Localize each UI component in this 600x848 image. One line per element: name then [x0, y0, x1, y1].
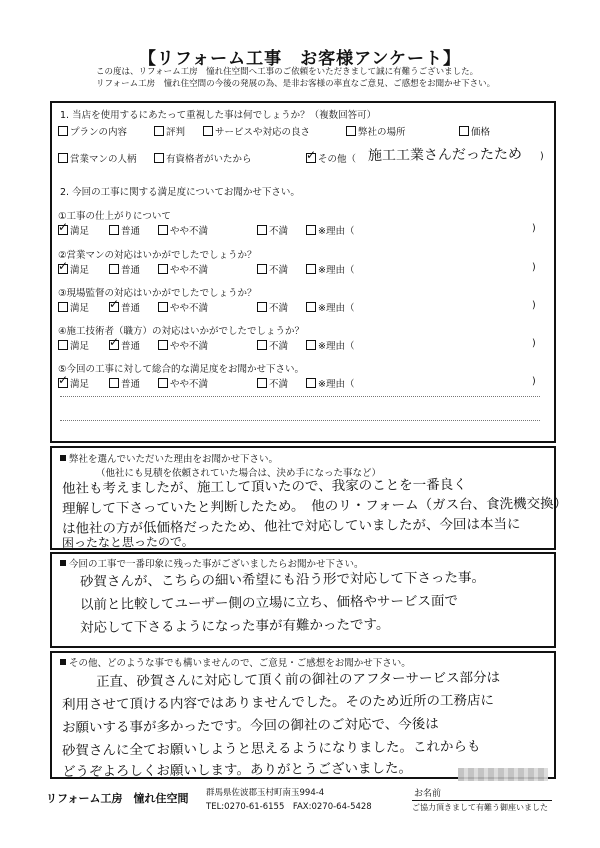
- q1-option-service[interactable]: サービスや対応の良さ: [203, 124, 310, 138]
- checkbox-icon[interactable]: [459, 126, 469, 136]
- q2-choice[interactable]: 不満: [257, 300, 288, 314]
- checkbox-icon[interactable]: [306, 340, 316, 350]
- divider: [60, 420, 540, 421]
- checkbox-icon[interactable]: [109, 225, 119, 235]
- bullet-square-icon: [60, 455, 66, 461]
- bullet-square-icon: [60, 659, 66, 665]
- reason-answer-line-4: 困ったなと思ったので。: [61, 534, 194, 550]
- q2-choice[interactable]: 不満: [257, 376, 288, 390]
- q2-choice[interactable]: ※理由（: [306, 223, 354, 237]
- q2-choice[interactable]: 普通: [109, 223, 140, 237]
- q2-reason-close: ): [532, 376, 536, 387]
- impression-header: 今回の工事で一番印象に残った事がございましたらお聞かせ下さい。: [60, 556, 364, 570]
- q2-question: 2. 今回の工事に関する満足度についてお聞かせ下さい。: [60, 187, 300, 198]
- q1-option-price[interactable]: 価格: [459, 124, 490, 138]
- q2-choice[interactable]: ※理由（: [306, 376, 354, 390]
- q2-choice[interactable]: やや不満: [158, 376, 208, 390]
- q1-question: 1. 当店を使用するにあたって重視した事は何でしょうか？（複数回答可）: [60, 110, 377, 121]
- q2-choice[interactable]: ✓満足: [58, 376, 89, 390]
- q1-option-other[interactable]: ✓ その他（: [306, 151, 356, 165]
- q2-choice[interactable]: ※理由（: [306, 338, 354, 352]
- comments-answer-line-1: 正直、砂賀さんに対応して頂く前の御社のアフターサービス部分は: [95, 669, 501, 690]
- q2-item-label: ①工事の仕上がりについて: [58, 211, 171, 222]
- reason-answer-line-3: は他社の方が低価格だったため、他社で対応していましたが、今回は本当に: [61, 516, 521, 537]
- reason-header: 弊社を選んでいただいた理由をお聞かせ下さい。: [60, 451, 278, 465]
- q2-choice[interactable]: 普通: [109, 262, 140, 276]
- company-name: リフォーム工房 憧れ住空間: [46, 792, 189, 805]
- checkbox-icon[interactable]: [58, 153, 68, 163]
- checkbox-icon[interactable]: [306, 302, 316, 312]
- q2-item-label: ③現場監督の対応はいかがでしたでしょうか？: [58, 288, 257, 299]
- checkbox-icon[interactable]: [306, 264, 316, 274]
- checkbox-icon[interactable]: [154, 126, 164, 136]
- checkbox-icon[interactable]: [257, 264, 267, 274]
- q2-choice[interactable]: やや不満: [158, 223, 208, 237]
- q2-choice[interactable]: やや不満: [158, 262, 208, 276]
- checkbox-icon[interactable]: [58, 340, 68, 350]
- checkbox-icon[interactable]: [306, 378, 316, 388]
- checkbox-icon[interactable]: [203, 126, 213, 136]
- checkbox-checked-icon[interactable]: [58, 264, 68, 274]
- intro-line-1: この度は、リフォーム工房 憧れ住空間へ工事のご依頼をいただきまして誠に有難うございました。: [96, 67, 479, 77]
- q2-choice[interactable]: ✓ 普通: [109, 300, 140, 314]
- q1-option-qualified[interactable]: 有資格者がいたから: [154, 151, 252, 165]
- checkbox-icon[interactable]: [257, 302, 267, 312]
- impression-answer-line-3: 対応して下さるようになった事が有難かったです。: [79, 616, 390, 636]
- reason-answer-line-1: 他社も考えましたが、施工して頂いたので、我家のことを一番良く: [61, 476, 467, 497]
- q2-choice[interactable]: ✓満足: [58, 223, 89, 237]
- bullet-square-icon: [60, 560, 66, 566]
- q2-item-label: ④施工技術者（職方）の対応はいかがでしたでしょうか？: [58, 326, 305, 337]
- checkbox-icon[interactable]: [158, 225, 168, 235]
- checkbox-icon[interactable]: [257, 225, 267, 235]
- checkbox-icon[interactable]: [158, 378, 168, 388]
- page-title: 【リフォーム工事 お客様アンケート】: [138, 49, 462, 69]
- company-contact: TEL:0270-61-6155 FAX:0270-64-5428: [206, 802, 372, 812]
- intro-line-2: リフォーム工房 憧れ住空間の今後の発展の為、是非お客様の率直なご意見、ご感想をお聞かせ下さい。: [96, 79, 496, 89]
- reason-answer-line-2: 理解して下さっていたと判断したため。 他のリ・フォーム（ガス台、食洗機交換）: [61, 495, 568, 517]
- divider: [60, 396, 540, 397]
- q2-choice[interactable]: やや不満: [158, 300, 208, 314]
- redacted-signature: [458, 768, 548, 781]
- q2-choice[interactable]: やや不満: [158, 338, 208, 352]
- checkbox-icon[interactable]: [109, 378, 119, 388]
- q2-reason-close: ): [532, 262, 536, 273]
- checkbox-icon[interactable]: [306, 225, 316, 235]
- q1-other-close: ): [540, 151, 544, 162]
- q2-choice[interactable]: 不満: [257, 223, 288, 237]
- q1-option-sales-personality[interactable]: 営業マンの人柄: [58, 151, 137, 165]
- q2-choice[interactable]: 満足: [58, 338, 89, 352]
- q1-option-plan[interactable]: プランの内容: [58, 124, 127, 138]
- checkbox-checked-icon[interactable]: [109, 340, 119, 350]
- q2-choice[interactable]: 不満: [257, 262, 288, 276]
- checkbox-checked-icon[interactable]: [58, 378, 68, 388]
- checkbox-icon[interactable]: [58, 302, 68, 312]
- q2-choice[interactable]: ✓ 普通: [109, 338, 140, 352]
- checkbox-icon[interactable]: [257, 340, 267, 350]
- checkbox-icon[interactable]: [158, 264, 168, 274]
- q2-reason-close: ): [532, 223, 536, 234]
- checkbox-icon[interactable]: [257, 378, 267, 388]
- q1-option-location[interactable]: 弊社の場所: [346, 124, 406, 138]
- comments-answer-line-4: 砂賀さんに全てお願いしようと思えるようになりました。これからも: [61, 738, 481, 759]
- checkbox-checked-icon[interactable]: [109, 302, 119, 312]
- comments-answer-line-2: 利用させて頂ける内容ではありませんでした。そのため近所の工務店に: [61, 692, 495, 713]
- checkbox-icon[interactable]: [158, 302, 168, 312]
- q2-choice[interactable]: 普通: [109, 376, 140, 390]
- q1-other-handwritten: 施工工業さんだったため: [367, 146, 523, 164]
- comments-answer-line-3: お願いする事が多かったです。今回の御社のご対応で、今後は: [61, 716, 439, 736]
- q2-reason-close: ): [532, 300, 536, 311]
- impression-answer-line-1: 砂賀さんが、こちらの細い希望にも沿う形で対応して下さった事。: [79, 569, 486, 590]
- checkbox-icon[interactable]: [109, 264, 119, 274]
- thanks-note: ご協力頂きまして有難う御座いました: [412, 803, 548, 812]
- q2-choice[interactable]: ✓満足: [58, 262, 89, 276]
- company-address: 群馬県佐波郡玉村町南玉994-4: [206, 788, 325, 798]
- impression-answer-line-2: 以前と比較してユーザー側の立場に立ち、価格やサービス面で: [79, 593, 459, 613]
- checkbox-checked-icon[interactable]: [306, 153, 316, 163]
- checkbox-icon[interactable]: [158, 340, 168, 350]
- checkbox-icon[interactable]: [154, 153, 164, 163]
- checkbox-checked-icon[interactable]: [58, 225, 68, 235]
- checkbox-icon[interactable]: [58, 126, 68, 136]
- q1-option-reputation[interactable]: 評判: [154, 124, 185, 138]
- checkbox-icon[interactable]: [346, 126, 356, 136]
- q2-reason-close: ): [532, 338, 536, 349]
- reason-subheader: （他社にも見積を依頼されていた場合は、決め手になった事など）: [96, 468, 382, 479]
- q2-item-label: ⑤今回の工事に対して総合的な満足度をお聞かせ下さい。: [58, 364, 305, 375]
- name-label: お名前: [414, 789, 442, 799]
- q2-item-label: ②営業マンの対応はいかがでしたでしょうか？: [58, 250, 257, 261]
- q2-choice[interactable]: ※理由（: [306, 300, 354, 314]
- q2-choice[interactable]: ※理由（: [306, 262, 354, 276]
- q2-choice[interactable]: 満足: [58, 300, 89, 314]
- comments-header: その他、どのような事でも構いませんので、ご意見・ご感想をお聞かせ下さい。: [60, 655, 411, 669]
- comments-answer-line-5: どうぞよろしくお願いします。ありがとうございました。: [61, 760, 413, 780]
- q2-choice[interactable]: 不満: [257, 338, 288, 352]
